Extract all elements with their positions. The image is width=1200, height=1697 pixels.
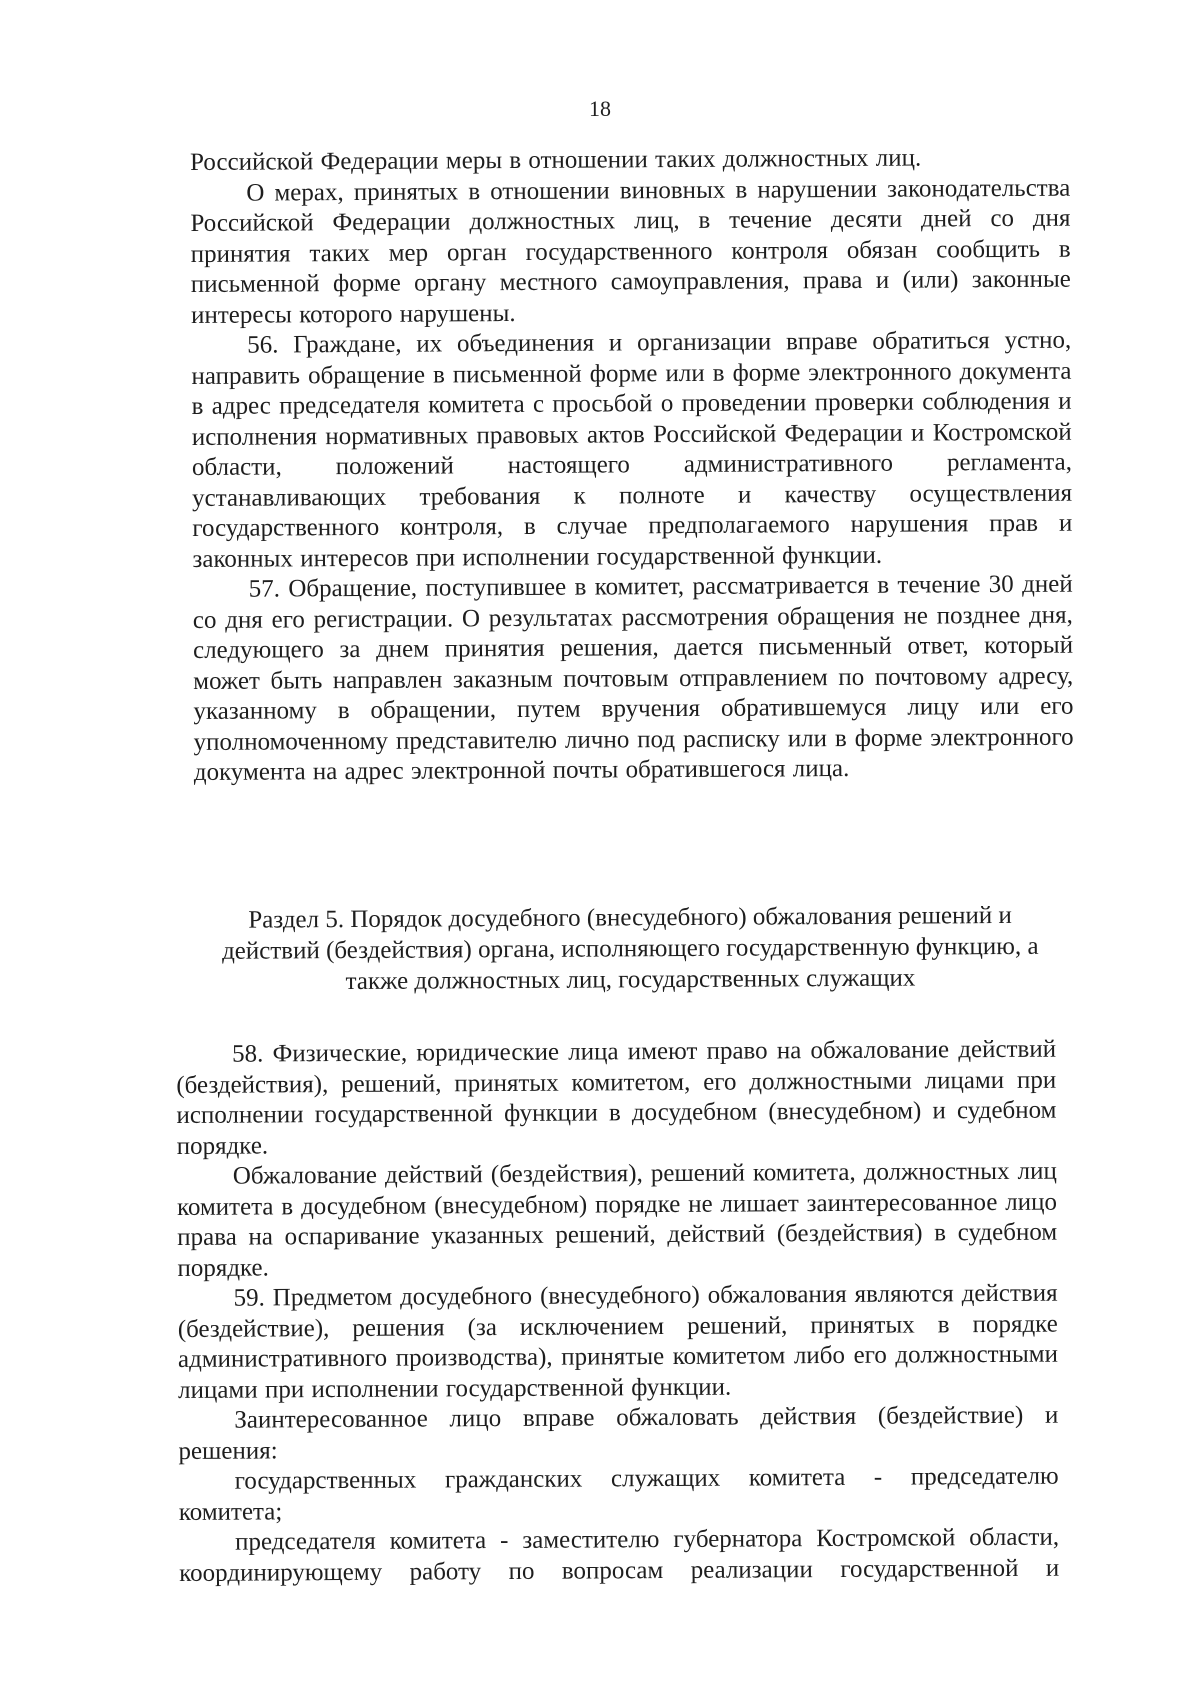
paragraph-56: 56. Граждане, их объединения и организации вправе обратиться устно, направить обращение в письменной форме или в форме электронного документа в адрес председателя комитета с просьбой о проведении проверки соблюдения и исполнения нормативных правовых актов Российской Федерации и Костромской области, положений настоящего административного регламента, устанавливающих требования к полноте и качеству осуществления государственного контроля, в случае предполагаемого нарушения прав и законных интересов при исполнении государственной функции. xyxy=(191,326,1073,573)
paragraph-appeal-to-deputy-governor: председателя комитета - заместителю губернатора Костромской области, координирующему работу по вопросам реализации государственной и xyxy=(179,1523,1060,1587)
paragraph-57: 57. Обращение, поступившее в комитет, рассматривается в течение 30 дней со дня его регистрации. О результатах рассмотрения обращения не позднее дня, следующего за днем принятия решения, дается письменный ответ, который может быть направлен заказным почтовым отправлением по почтовому адресу, указанному в обращении, путем вручения обратившемуся лицу или его уполномоченному представителю лично под расписку или в форме электронного документа на адрес электронной почты обратившегося лица. xyxy=(192,570,1074,786)
paragraph-continuation: Российской Федерации меры в отношении таких должностных лиц. xyxy=(190,144,922,176)
paragraph-58: 58. Физические, юридические лица имеют право на обжалование действий (бездействия), решений, принятых комитетом, его должностными лицами при исполнении государственной функции в досудебном (внесудебном) и судебном порядке. xyxy=(176,1035,1057,1160)
paragraph-appeal-to-chair: государственных гражданских служащих комитета - председателю комитета; xyxy=(178,1462,1059,1526)
paragraph-appeal-rights: Обжалование действий (бездействия), решений комитета, должностных лиц комитета в досудебном (внесудебном) порядке не лишает заинтересованное лицо права на оспаривание указанных решений, действий (бездействия) в судебном порядке. xyxy=(176,1157,1058,1282)
page-number: 18 xyxy=(589,96,611,121)
paragraph-59: 59. Предметом досудебного (внесудебного) обжалования являются действия (бездействие), решения (за исключением решений, принятых в порядке административного производства), принятые комитетом либо его должностными лицами при исполнении государственной функции. xyxy=(177,1279,1059,1404)
paragraph-appeal-scope: Заинтересованное лицо вправе обжаловать действия (бездействие) и решения: xyxy=(178,1401,1059,1465)
body-text-top xyxy=(190,143,1074,789)
section-heading-line: также должностных лиц, государственных служащих xyxy=(345,964,916,996)
body-text-bottom xyxy=(176,1035,1059,1589)
section-heading xyxy=(190,900,1071,998)
section-heading-line: действий (бездействия) органа, исполняющего государственную функцию, а xyxy=(221,932,1039,965)
paragraph-measures-notice: О мерах, принятых в отношении виновных в нарушении законодательства Российской Федерации должностных лиц, в течение десяти дней со дня принятия таких мер орган государственного контроля обязан сообщить в письменной форме органу местного самоуправления, права и (или) законные интересы которого нарушены. xyxy=(190,174,1071,329)
section-heading-line: Раздел 5. Порядок досудебного (внесудебного) обжалования решений и xyxy=(248,901,1012,934)
